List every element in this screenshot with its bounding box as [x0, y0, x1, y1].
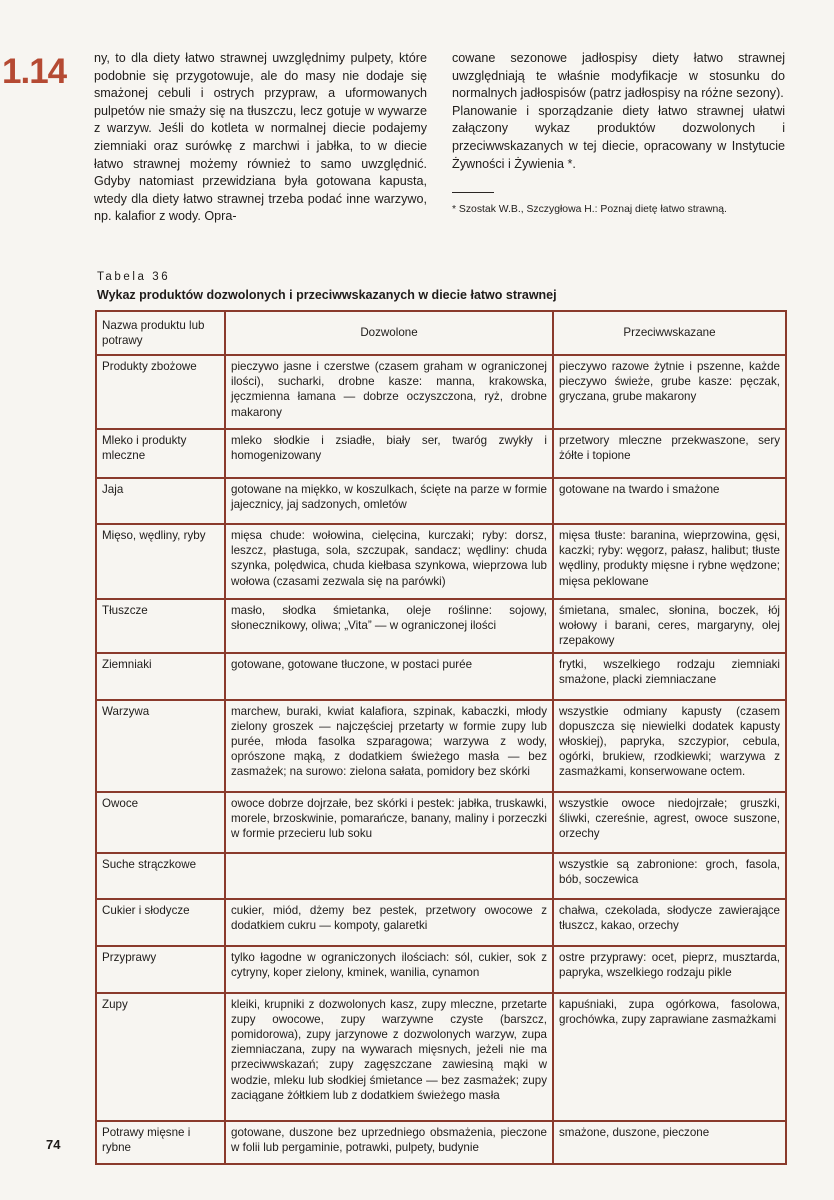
contraindicated-cell: chałwa, czekolada, słodycze zawierające tłuszcz, kakao, orzechy: [553, 899, 786, 946]
allowed-cell: cukier, miód, dżemy bez pestek, przetwory owocowe z dodatkiem cukru — kompoty, galaretki: [225, 899, 553, 946]
table-row: [96, 524, 786, 599]
contraindicated-cell: ostre przyprawy: ocet, pieprz, musztarda, papryka, wszelkiego rodzaju pikle: [553, 946, 786, 993]
product-name: Jaja: [96, 478, 225, 524]
footnote-divider: [452, 192, 494, 193]
contraindicated-cell: przetwory mleczne przekwaszone, sery żółte i topione: [553, 429, 786, 478]
products-table: [95, 310, 787, 1165]
product-name: Tłuszcze: [96, 599, 225, 653]
product-name: Produkty zbożowe: [96, 355, 225, 429]
allowed-cell: marchew, buraki, kwiat kalafiora, szpinak, kabaczki, młody zielony groszek — najczęściej przetarty w formie zupy lub purée, młoda fasolka szparagowa; warzywa z wody, oprószone mąką, z dodatkiem świeżego masła — bez zasmażek; na surowo: zielona sałata, pomidory bez skórki: [225, 700, 553, 792]
table-row: [96, 993, 786, 1121]
footnote: * Szostak W.B., Szczygłowa H.: Poznaj dietę łatwo strawną.: [452, 204, 727, 216]
header-allowed: Dozwolone: [225, 311, 553, 355]
product-name: Przyprawy: [96, 946, 225, 993]
left-paragraph: ny, to dla diety łatwo strawnej uwzględnimy pulpety, które podobnie się przygotowuje, ale do masy nie dodaje się smażonej cebuli i ostrych przypraw, a uformowanych pulpetów nie smaży się na tłuszczu, lecz gotuje w wywarze z warzyw. Jeśli do kotleta w normalnej diecie podajemy ziemniaki oraz surówkę z marchwi i jabłka, to w diecie łatwo strawnej możemy również to samo uwzględnić. Gdyby natomiast przewidziana była gotowana kapusta, wtedy dla diety łatwo strawnej trzeba podać inne warzywo, np. kalafior z wody. Opra-: [94, 51, 427, 224]
right-paragraph-1: cowane sezonowe jadłospisy diety łatwo strawnej uwzględniają te właśnie modyfikacje w stosunku do normalnych jadłospisów (patrz jadłospisy na różne sezony).: [452, 51, 785, 101]
section-number: 1.14: [2, 52, 67, 91]
product-name: Suche strączkowe: [96, 853, 225, 899]
right-paragraph-2: Planowanie i sporządzanie diety łatwo strawnej ułatwi załączony wykaz produktów dozwolonych i przeciwwskazanych w tej diecie, opracowany w Instytucie Żywności i Żywienia *.: [452, 103, 785, 171]
header-contraindicated: Przeciwwskazane: [553, 311, 786, 355]
right-text-column: [452, 50, 785, 216]
allowed-cell: gotowane na miękko, w koszulkach, ścięte na parze w formie jajecznicy, jaj sadzonych, omletów: [225, 478, 553, 524]
product-name: Owoce: [96, 792, 225, 853]
table-caption: Tabela 36: [97, 271, 171, 283]
contraindicated-cell: pieczywo razowe żytnie i pszenne, każde pieczywo świeże, grube kasze: pęczak, gryczana, grube makarony: [553, 355, 786, 429]
allowed-cell: mleko słodkie i zsiadłe, biały ser, twaróg zwykły i homogenizowany: [225, 429, 553, 478]
contraindicated-cell: mięsa tłuste: baranina, wieprzowina, gęsi, kaczki; ryby: węgorz, pałasz, halibut; tłuste wędliny, produkty mięsne i rybne wędzone; mięsa peklowane: [553, 524, 786, 599]
table-row: [96, 853, 786, 899]
table-header-row: [96, 311, 786, 355]
allowed-cell: gotowane, duszone bez uprzedniego obsmażenia, pieczone w folii lub pergaminie, potrawki, pulpety, budynie: [225, 1121, 553, 1164]
table-row: [96, 792, 786, 853]
product-name: Potrawy mięsne i rybne: [96, 1121, 225, 1164]
contraindicated-cell: wszystkie są zabronione: groch, fasola, bób, soczewica: [553, 853, 786, 899]
table-row: [96, 946, 786, 993]
table-row: [96, 700, 786, 792]
header-product: Nazwa produktu lub potrawy: [96, 311, 225, 355]
table-row: [96, 599, 786, 653]
product-name: Warzywa: [96, 700, 225, 792]
product-name: Mleko i produkty mleczne: [96, 429, 225, 478]
allowed-cell: tylko łagodne w ograniczonych ilościach: sól, cukier, sok z cytryny, koper zielony, kminek, wanilia, cynamon: [225, 946, 553, 993]
contraindicated-cell: wszystkie owoce niedojrzałe; gruszki, śliwki, czereśnie, agrest, owoce suszone, orzechy: [553, 792, 786, 853]
product-name: Cukier i słodycze: [96, 899, 225, 946]
contraindicated-cell: kapuśniaki, zupa ogórkowa, fasolowa, grochówka, zupy zaprawiane zasmażkami: [553, 993, 786, 1121]
product-name: Mięso, wędliny, ryby: [96, 524, 225, 599]
product-name: Zupy: [96, 993, 225, 1121]
contraindicated-cell: śmietana, smalec, słonina, boczek, łój wołowy i barani, ceres, margaryny, olej rzepakowy: [553, 599, 786, 653]
allowed-cell: owoce dobrze dojrzałe, bez skórki i pestek: jabłka, truskawki, morele, brzoskwinie, pomarańcze, banany, maliny i porzeczki w formie przecieru lub soku: [225, 792, 553, 853]
allowed-cell: pieczywo jasne i czerstwe (czasem graham w ograniczonej ilości), sucharki, drobne kasze: manna, krakowska, jęczmienna łamana — dobrze oczyszczona, ryż, drobne makarony: [225, 355, 553, 429]
table-row: [96, 899, 786, 946]
table-row: [96, 1121, 786, 1164]
allowed-cell: mięsa chude: wołowina, cielęcina, kurczaki; ryby: dorsz, leszcz, płastuga, sola, szczupak, sandacz; wędliny: chuda szynka, polędwica, chuda kiełbasa szynkowa, wieprzowa lub wołowa (czasami zezwala się na parówki): [225, 524, 553, 599]
allowed-cell: kleiki, krupniki z dozwolonych kasz, zupy mleczne, przetarte zupy owocowe, zupy warzywne czyste (barszcz, pomidorowa), zupy jarzynowe z dozwolonych warzyw, zupa ziemniaczana, zupy na wywarach mięsnych, jeżeli nie ma przeciwwskazań; zupy zagęszczane zawiesiną mąki w wodzie, mleku lub słodkiej śmietance — bez zasmażek; zupy zaciągane żółtkiem lub z dodatkiem świeżego masła: [225, 993, 553, 1121]
allowed-cell: gotowane, gotowane tłuczone, w postaci purée: [225, 653, 553, 700]
allowed-cell: [225, 853, 553, 899]
contraindicated-cell: smażone, duszone, pieczone: [553, 1121, 786, 1164]
contraindicated-cell: wszystkie odmiany kapusty (czasem dopuszcza się niewielki dodatek kapusty włoskiej), papryka, szczypior, cebula, ogórki, brukiew, rzodkiewki; warzywa z zasmażkami, konserwowane octem.: [553, 700, 786, 792]
allowed-cell: masło, słodka śmietanka, oleje roślinne: sojowy, słonecznikowy, oliwa; „Vita” — w ograniczonej ilości: [225, 599, 553, 653]
table-title: Wykaz produktów dozwolonych i przeciwwskazanych w diecie łatwo strawnej: [97, 288, 557, 302]
left-text-column: [94, 50, 427, 226]
table-row: [96, 355, 786, 429]
table-row: [96, 478, 786, 524]
contraindicated-cell: gotowane na twardo i smażone: [553, 478, 786, 524]
product-name: Ziemniaki: [96, 653, 225, 700]
table-row: [96, 653, 786, 700]
contraindicated-cell: frytki, wszelkiego rodzaju ziemniaki smażone, placki ziemniaczane: [553, 653, 786, 700]
table-row: [96, 429, 786, 478]
page-number: 74: [46, 1137, 61, 1152]
